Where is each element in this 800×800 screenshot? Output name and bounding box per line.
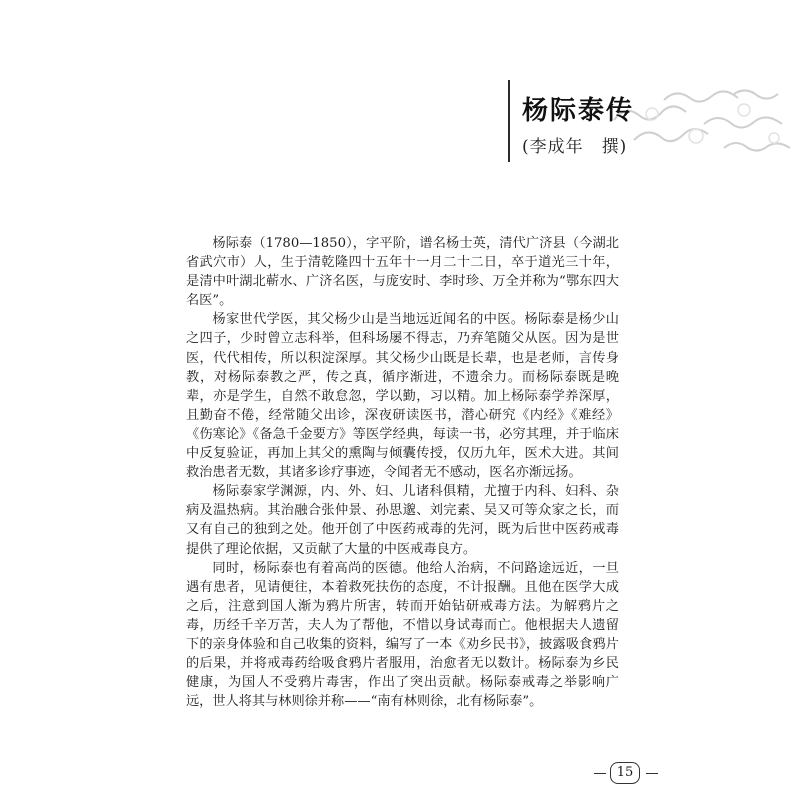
page-number: 15	[610, 762, 640, 784]
paragraph-1: 杨际泰（1780—1850），字平阶，谱名杨士英，清代广济县（今湖北省武穴市）人，生于清乾隆四十五年十一月二十二日，卒于道光三十年，是清中叶湖北蕲水、广济名医，与庞安时、李时珍、万全并称为“鄂东四大名医”。	[186, 236, 619, 309]
author-byline: (李成年 撰)	[522, 137, 628, 157]
article-body	[186, 234, 619, 711]
page-footer	[594, 762, 658, 784]
footer-dash-left	[594, 773, 606, 774]
paragraph-3: 杨际泰家学渊源，内、外、妇、儿诸科俱精，尤擅于内科、妇科、杂病及温热病。其治融合张仲景、孙思邈、刘完素、吴又可等众家之长，而又有自己的独到之处。他开创了中医药戒毒的先河，既为后世中医药戒毒提供了理论依据，又贡献了大量的中医戒毒良方。	[186, 484, 619, 557]
chapter-heading	[508, 80, 800, 162]
heading-rule	[508, 80, 510, 162]
chapter-title: 杨际泰传	[522, 96, 635, 126]
paragraph-2: 杨家世代学医，其父杨少山是当地远近闻名的中医。杨际泰是杨少山之四子，少时曾立志科举，但科场屡不得志，乃弃笔随父从医。因为是世医，代代相传，所以积淀深厚。其父杨少山既是长辈，也是老师，言传身教，对杨际泰教之严，传之真，循序渐进，不遗余力。而杨际泰既是晚辈，亦是学生，自然不敢怠忽，学以勤，习以精。加上杨际泰学养深厚，且勤奋不倦，经常随父出诊，深夜研读医书，潜心研究《内经》《难经》《伤寒论》《备急千金要方》等医学经典，每读一书，必穷其理，并于临床中反复验证，再加上其父的熏陶与倾囊传授，仅历九年，医术大进。其间救治患者无数，其诸多诊疗事迹，令闻者无不感动，医名亦渐远扬。	[186, 312, 619, 481]
paragraph-4: 同时，杨际泰也有着高尚的医德。他给人治病，不问路途远近，一旦遇有患者，见请便往，本着救死扶伤的态度，不计报酬。且他在医学大成之后，注意到国人渐为鸦片所害，转而开始钻研戒毒方法。为解鸦片之毒，历经千辛万苦，夫人为了帮他，不惜以身试毒而亡。他根据夫人遗留下的亲身体验和自己收集的资料，编写了一本《劝乡民书》，披露吸食鸦片的后果，并将戒毒药给吸食鸦片者服用，治愈者无以数计。杨际泰为乡民健康，为国人不受鸦片毒害，作出了突出贡献。杨际泰戒毒之举影响广远，世人将其与林则徐并称——“南有林则徐，北有杨际泰”。	[186, 560, 619, 710]
footer-dash-right	[646, 773, 658, 774]
